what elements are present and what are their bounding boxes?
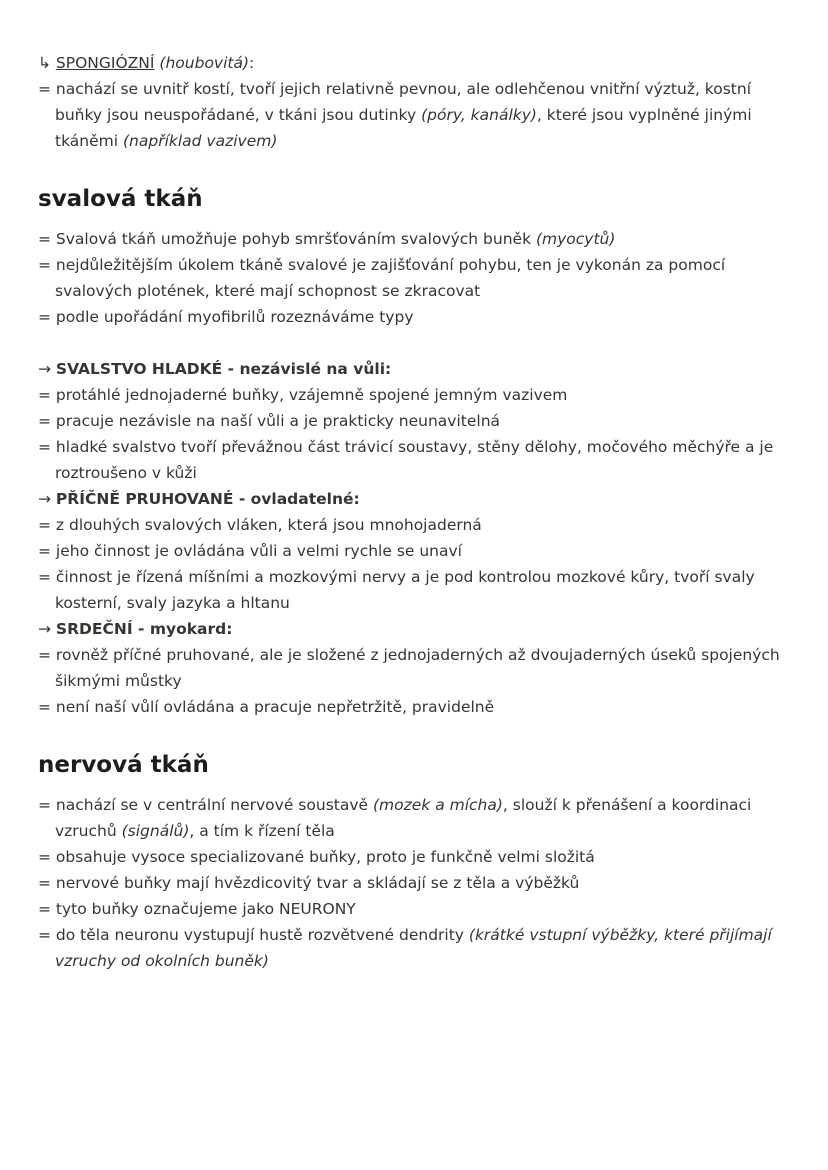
text-segment: = pracuje nezávisle na naší vůli a je prakticky neunavitelná xyxy=(38,412,501,430)
text-segment: = tyto buňky označujeme jako NEURONY xyxy=(38,900,356,918)
subheading-pricne-pruhovane xyxy=(38,486,790,512)
text-segment: (mozek a mícha) xyxy=(372,796,503,814)
spongiozni-term-line xyxy=(38,50,790,76)
nervova-bullet-5 xyxy=(38,922,790,974)
section-heading-svalova-tkan: svalová tkáň xyxy=(38,186,203,212)
text-segment: = nachází se v centrální nervové soustavě xyxy=(38,796,373,814)
pruhovane-bullet-2 xyxy=(38,538,790,564)
text-segment: = protáhlé jednojaderné buňky, vzájemně spojené jemným vazivem xyxy=(38,386,568,404)
subheading-srdecni xyxy=(38,616,790,642)
text-segment: = nachází se uvnitř kostí, tvoří jejich relativně pevnou, ale odlehčenou vnitřní výztuž, kostní buňky jsou neuspořádané, v tkáni jsou dutinky xyxy=(38,80,751,124)
text-segment: = nervové buňky mají hvězdicovitý tvar a skládají se z těla a výběžků xyxy=(38,874,580,892)
text-segment: : xyxy=(249,54,255,72)
text-segment: → xyxy=(38,490,56,508)
svalova-bullet-3 xyxy=(38,304,790,330)
hladke-bullet-1 xyxy=(38,382,790,408)
hladke-bullet-3 xyxy=(38,434,790,486)
pruhovane-bullet-1 xyxy=(38,512,790,538)
text-segment: = činnost je řízená míšními a mozkovými nervy a je pod kontrolou mozkové kůry, tvoří svaly kosterní, svaly jazyka a hltanu xyxy=(38,568,755,612)
blank-line xyxy=(38,330,790,356)
text-segment: → xyxy=(38,620,56,638)
text-segment: = jeho činnost je ovládána vůli a velmi rychle se unaví xyxy=(38,542,462,560)
text-segment: (houbovitá) xyxy=(159,54,250,72)
nervova-bullet-1 xyxy=(38,792,790,844)
text-segment: , a tím k řízení těla xyxy=(189,822,335,840)
text-segment: = Svalová tkáň umožňuje pohyb smršťováním svalových buněk xyxy=(38,230,536,248)
text-segment: , které jsou vyplněné jinými tkáněmi xyxy=(55,106,752,150)
section-heading-nervova-tkan: nervová tkáň xyxy=(38,752,209,778)
nervova-bullet-4 xyxy=(38,896,790,922)
text-segment: ↳ xyxy=(38,54,56,72)
svalova-bullet-1 xyxy=(38,226,790,252)
document-body xyxy=(38,50,790,974)
text-segment: PŘÍČNĚ PRUHOVANÉ - ovladatelné: xyxy=(55,490,360,508)
text-segment: = hladké svalstvo tvoří převážnou část trávicí soustavy, stěny dělohy, močového měchýře a je roztroušeno v kůži xyxy=(38,438,774,482)
nervova-bullet-2 xyxy=(38,844,790,870)
srdecni-bullet-2 xyxy=(38,694,790,720)
text-segment: → xyxy=(38,360,56,378)
srdecni-bullet-1 xyxy=(38,642,790,694)
text-segment: = nejdůležitějším úkolem tkáně svalové je zajišťování pohybu, ten je vykonán za pomocí svalových plotének, které mají schopnost se zkracovat xyxy=(38,256,726,300)
text-segment: = z dlouhých svalových vláken, která jsou mnohojaderná xyxy=(38,516,482,534)
text-segment: (krátké vstupní výběžky, které přijímají vzruchy od okolních buněk) xyxy=(55,926,772,970)
text-segment: (póry, kanálky) xyxy=(421,106,537,124)
text-segment: (myocytů) xyxy=(535,230,616,248)
svalova-bullet-2 xyxy=(38,252,790,304)
text-segment: SVALSTVO HLADKÉ - nezávislé na vůli: xyxy=(55,360,392,378)
text-segment: = rovněž příčné pruhované, ale je složené z jednojaderných až dvoujaderných úseků spojených šikmými můstky xyxy=(38,646,780,690)
subheading-svalstvo-hladke xyxy=(38,356,790,382)
spongiozni-description xyxy=(38,76,790,154)
hladke-bullet-2 xyxy=(38,408,790,434)
text-segment: SRDEČNÍ - myokard: xyxy=(55,620,233,638)
text-segment: , slouží k přenášení a koordinaci vzruchů xyxy=(55,796,752,840)
pruhovane-bullet-3 xyxy=(38,564,790,616)
text-segment: SPONGIÓZNÍ xyxy=(55,54,155,72)
text-segment: = obsahuje vysoce specializované buňky, proto je funkčně velmi složitá xyxy=(38,848,595,866)
text-segment: = do těla neuronu vystupují hustě rozvětvené dendrity xyxy=(38,926,469,944)
text-segment: = není naší vůlí ovládána a pracuje nepřetržitě, pravidelně xyxy=(38,698,495,716)
text-segment: = podle upořádání myofibrilů rozeznáváme typy xyxy=(38,308,414,326)
text-segment: (například vazivem) xyxy=(122,132,278,150)
nervova-bullet-3 xyxy=(38,870,790,896)
text-segment: (signálů) xyxy=(121,822,190,840)
